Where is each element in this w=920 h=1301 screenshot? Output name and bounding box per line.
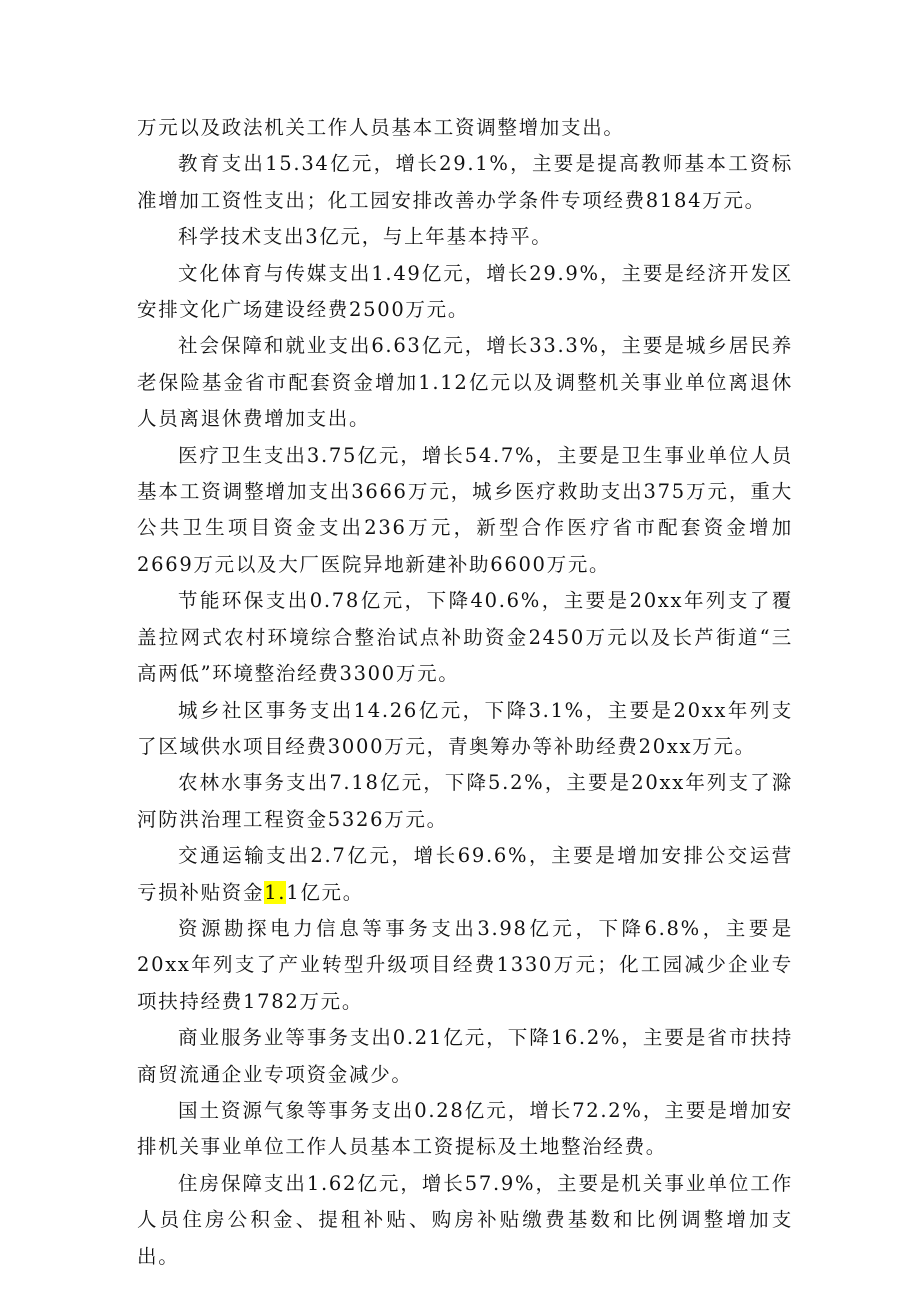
paragraph-resources: 资源勘探电力信息等事务支出3.98亿元，下降6.8%，主要是20xx年列支了产业转型升级项目经费1330万元；化工园减少企业专项扶持经费1782万元。	[137, 916, 793, 1013]
paragraph-housing: 住房保障支出1.62亿元，增长57.9%，主要是机关事业单位工作人员住房公积金、提租补贴、购房补贴缴费基数和比例调整增加支出。	[137, 1171, 793, 1268]
paragraph-agriculture: 农林水事务支出7.18亿元，下降5.2%，主要是20xx年列支了滁河防洪治理工程资金5326万元。	[137, 771, 793, 831]
paragraph-education: 教育支出15.34亿元，增长29.1%，主要是提高教师基本工资标准增加工资性支出；化工园安排改善办学条件专项经费8184万元。	[137, 152, 793, 212]
highlighted-text: 1.	[264, 880, 287, 904]
paragraph-environment: 节能环保支出0.78亿元，下降40.6%，主要是20xx年列支了覆盖拉网式农村环境综合整治试点补助资金2450万元以及长芦街道“三高两低”环境整治经费3300万元。	[137, 589, 793, 686]
paragraph-science: 科学技术支出3亿元，与上年基本持平。	[178, 225, 553, 249]
paragraph-culture: 文化体育与传媒支出1.49亿元，增长29.9%，主要是经济开发区安排文化广场建设经费2500万元。	[137, 261, 793, 322]
paragraph-commerce: 商业服务业等事务支出0.21亿元，下降16.2%，主要是省市扶持商贸流通企业专项资金减少。	[137, 1026, 793, 1086]
paragraph-urban-community: 城乡社区事务支出14.26亿元，下降3.1%，主要是20xx年列支了区域供水项目经费3000万元，青奥筹办等补助经费20xx万元。	[137, 698, 793, 758]
paragraph-land-resources: 国土资源气象等事务支出0.28亿元，增长72.2%，主要是增加安排机关事业单位工作人员基本工资提标及土地整治经费。	[137, 1098, 793, 1159]
paragraph-transport	[137, 838, 793, 911]
paragraph-social-security: 社会保障和就业支出6.63亿元，增长33.3%，主要是城乡居民养老保险基金省市配套资金增加1.12亿元以及调整机关事业单位离退休人员离退休费增加支出。	[137, 334, 793, 431]
transport-text-before: 交通运输支出2.7亿元，增长69.6%，主要是增加安排公交运营亏损补贴资金	[137, 844, 793, 904]
paragraph-health: 医疗卫生支出3.75亿元，增长54.7%，主要是卫生事业单位人员基本工资调整增加支出3666万元，城乡医疗救助支出375万元，重大公共卫生项目资金支出236万元，新型合作医疗省市配套资金增加2669万元以及大厂医院异地新建补助6600万元。	[137, 443, 793, 576]
paragraph-continuation: 万元以及政法机关工作人员基本工资调整增加支出。	[137, 116, 625, 139]
document-body	[137, 110, 793, 1275]
transport-text-after: 1亿元。	[286, 880, 364, 904]
